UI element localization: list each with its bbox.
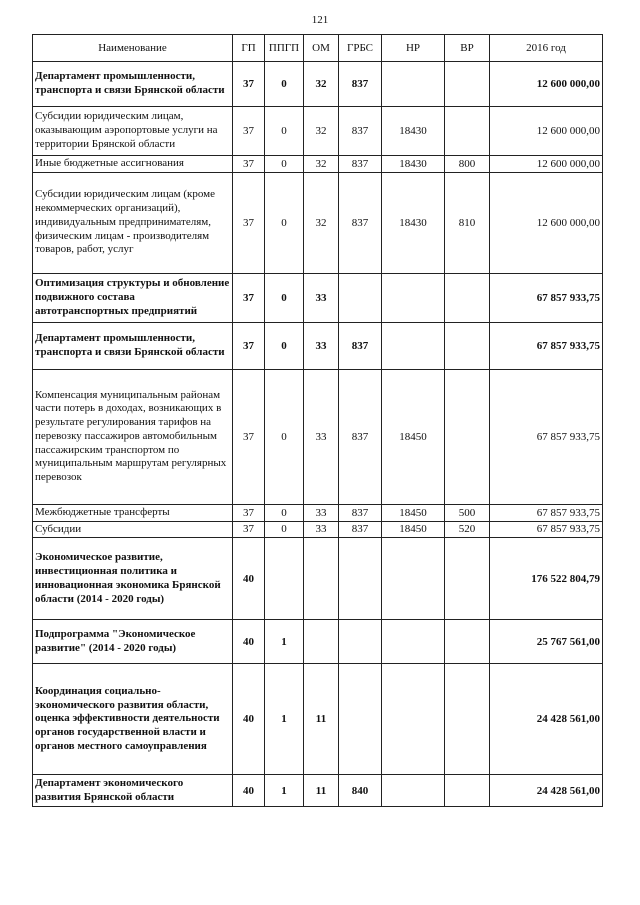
page-number: 121	[311, 14, 329, 26]
row-name: Субсидии юридическим лицам, оказывающим аэропортовые услуги на территории Брянской области	[33, 107, 233, 156]
row-om: 33	[304, 273, 339, 322]
row-gp: 40	[233, 620, 265, 664]
row-name: Департамент промышленности, транспорта и связи Брянской области	[33, 62, 233, 107]
row-grbs: 837	[339, 156, 382, 173]
row-nr: 18450	[382, 521, 445, 538]
row-amount: 67 857 933,75	[490, 273, 603, 322]
table-row	[33, 521, 603, 538]
row-amount: 24 428 561,00	[490, 664, 603, 775]
row-name: Субсидии юридическим лицам (кроме некоммерческих организаций), индивидуальным предпринимателям, физическим лицам - производителям товаров, работ, услуг	[33, 172, 233, 273]
table-row	[33, 62, 603, 107]
table-row	[33, 107, 603, 156]
row-nr	[382, 538, 445, 620]
row-grbs	[339, 620, 382, 664]
row-vr	[445, 775, 490, 807]
table-row	[33, 664, 603, 775]
row-amount: 12 600 000,00	[490, 62, 603, 107]
header-gp: ГП	[233, 35, 265, 62]
row-grbs: 837	[339, 369, 382, 504]
row-vr	[445, 664, 490, 775]
row-gp: 37	[233, 107, 265, 156]
row-om: 32	[304, 107, 339, 156]
row-amount: 12 600 000,00	[490, 107, 603, 156]
table-row	[33, 322, 603, 369]
table-row	[33, 504, 603, 521]
table-row	[33, 273, 603, 322]
row-ppgp: 0	[265, 62, 304, 107]
row-gp: 40	[233, 538, 265, 620]
row-ppgp: 1	[265, 664, 304, 775]
row-vr	[445, 322, 490, 369]
row-amount: 176 522 804,79	[490, 538, 603, 620]
row-grbs: 837	[339, 322, 382, 369]
row-amount: 67 857 933,75	[490, 504, 603, 521]
row-amount: 67 857 933,75	[490, 322, 603, 369]
row-grbs: 837	[339, 107, 382, 156]
row-grbs: 840	[339, 775, 382, 807]
row-ppgp: 1	[265, 775, 304, 807]
row-name: Экономическое развитие, инвестиционная политика и инновационная экономика Брянской области (2014 - 2020 годы)	[33, 538, 233, 620]
row-grbs: 837	[339, 172, 382, 273]
row-gp: 37	[233, 504, 265, 521]
row-ppgp: 0	[265, 156, 304, 173]
row-grbs	[339, 538, 382, 620]
row-name: Оптимизация структуры и обновление подвижного состава автотранспортных предприятий	[33, 273, 233, 322]
row-name: Департамент экономического развития Брянской области	[33, 775, 233, 807]
row-om: 33	[304, 322, 339, 369]
row-grbs: 837	[339, 521, 382, 538]
row-nr	[382, 775, 445, 807]
row-gp: 40	[233, 664, 265, 775]
row-nr: 18450	[382, 369, 445, 504]
row-name: Департамент промышленности, транспорта и связи Брянской области	[33, 322, 233, 369]
row-vr: 520	[445, 521, 490, 538]
row-gp: 37	[233, 172, 265, 273]
row-amount: 24 428 561,00	[490, 775, 603, 807]
row-vr	[445, 62, 490, 107]
row-amount: 12 600 000,00	[490, 172, 603, 273]
row-ppgp	[265, 538, 304, 620]
table-row	[33, 369, 603, 504]
row-om: 32	[304, 62, 339, 107]
header-year: 2016 год	[490, 35, 603, 62]
table-row	[33, 156, 603, 173]
table-row	[33, 538, 603, 620]
header-grbs: ГРБС	[339, 35, 382, 62]
row-gp: 37	[233, 156, 265, 173]
row-nr	[382, 62, 445, 107]
table-header-row	[33, 35, 603, 62]
row-gp: 37	[233, 62, 265, 107]
row-amount: 25 767 561,00	[490, 620, 603, 664]
row-ppgp: 0	[265, 521, 304, 538]
row-name: Компенсация муниципальным районам части потерь в доходах, возникающих в результате регулирования тарифов на перевозку пассажиров автомобильным пассажирским транспортом по муниципальным маршрутам регулярных перевозок	[33, 369, 233, 504]
budget-table	[32, 34, 603, 807]
row-grbs: 837	[339, 62, 382, 107]
row-grbs: 837	[339, 504, 382, 521]
row-ppgp: 1	[265, 620, 304, 664]
row-om: 32	[304, 172, 339, 273]
row-name: Координация социально-экономического развития области, оценка эффективности деятельности органов государственной власти и органов местного самоуправления	[33, 664, 233, 775]
row-vr	[445, 538, 490, 620]
row-gp: 37	[233, 369, 265, 504]
row-ppgp: 0	[265, 107, 304, 156]
row-om: 33	[304, 369, 339, 504]
row-ppgp: 0	[265, 322, 304, 369]
row-vr	[445, 620, 490, 664]
row-nr	[382, 664, 445, 775]
row-om: 33	[304, 504, 339, 521]
row-nr: 18430	[382, 107, 445, 156]
row-gp: 37	[233, 322, 265, 369]
row-name: Иные бюджетные ассигнования	[33, 156, 233, 173]
row-nr: 18450	[382, 504, 445, 521]
table-row	[33, 172, 603, 273]
row-amount: 67 857 933,75	[490, 369, 603, 504]
row-vr	[445, 107, 490, 156]
row-nr	[382, 322, 445, 369]
header-vr: ВР	[445, 35, 490, 62]
row-vr	[445, 273, 490, 322]
row-vr: 810	[445, 172, 490, 273]
row-nr	[382, 273, 445, 322]
row-om	[304, 620, 339, 664]
row-amount: 12 600 000,00	[490, 156, 603, 173]
row-gp: 37	[233, 521, 265, 538]
row-name: Подпрограмма "Экономическое развитие" (2014 - 2020 годы)	[33, 620, 233, 664]
row-nr: 18430	[382, 156, 445, 173]
row-ppgp: 0	[265, 504, 304, 521]
row-grbs	[339, 664, 382, 775]
table-row	[33, 620, 603, 664]
header-ppgp: ППГП	[265, 35, 304, 62]
row-om: 33	[304, 521, 339, 538]
row-ppgp: 0	[265, 172, 304, 273]
row-vr: 800	[445, 156, 490, 173]
row-grbs	[339, 273, 382, 322]
row-nr: 18430	[382, 172, 445, 273]
row-om: 11	[304, 664, 339, 775]
table-row	[33, 775, 603, 807]
header-name: Наименование	[33, 35, 233, 62]
row-om: 32	[304, 156, 339, 173]
row-om: 11	[304, 775, 339, 807]
row-vr	[445, 369, 490, 504]
row-vr: 500	[445, 504, 490, 521]
row-gp: 40	[233, 775, 265, 807]
header-om: ОМ	[304, 35, 339, 62]
header-nr: НР	[382, 35, 445, 62]
row-ppgp: 0	[265, 273, 304, 322]
row-ppgp: 0	[265, 369, 304, 504]
row-name: Межбюджетные трансферты	[33, 504, 233, 521]
row-om	[304, 538, 339, 620]
row-amount: 67 857 933,75	[490, 521, 603, 538]
row-name: Субсидии	[33, 521, 233, 538]
row-nr	[382, 620, 445, 664]
row-gp: 37	[233, 273, 265, 322]
